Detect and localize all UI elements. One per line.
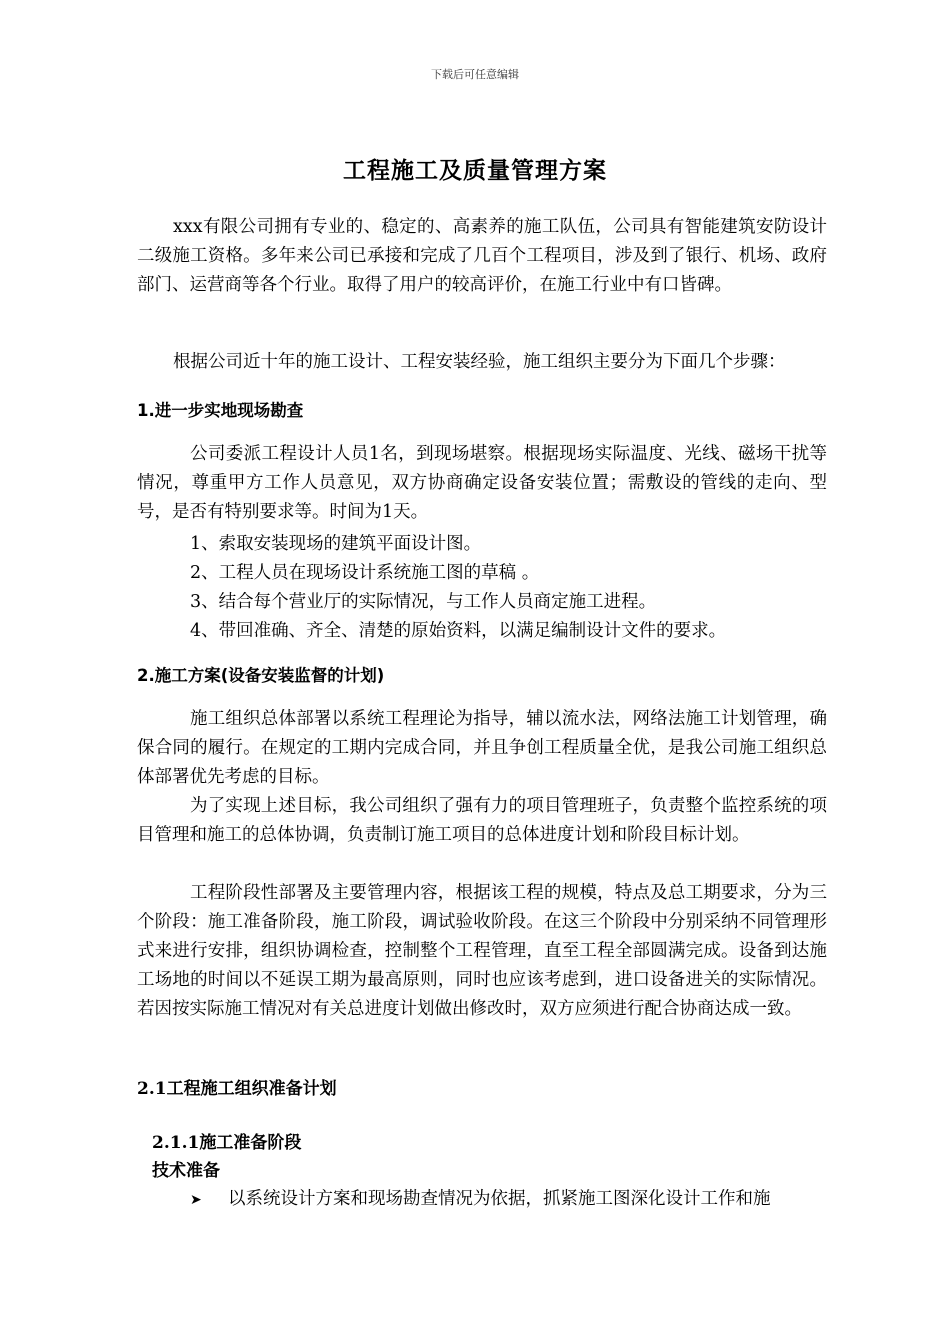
section-1-body: 公司委派工程设计人员1名，到现场堪察。根据现场实际温度、光线、磁场干扰等情况，尊重甲方工作人员意见，双方协商确定设备安装位置；需敷设的管线的走向、型号，是否有特别要求等。时间为1天。 [137, 444, 827, 522]
list-item-4: 4、带回准确、齐全、清楚的原始资料，以满足编制设计文件的要求。 [190, 621, 727, 641]
tech-prep-heading: 技术准备 [152, 1161, 220, 1181]
subsection-2-1-heading: 2.1工程施工组织准备计划 [137, 1079, 337, 1099]
bullet-item-1 [190, 1185, 771, 1210]
list-item-1: 1、索取安装现场的建筑平面设计图。 [190, 534, 482, 554]
page-header-note: 下载后可任意编辑 [431, 68, 519, 81]
section-1-heading: 1.进一步实地现场勘查 [137, 401, 304, 420]
subsection-2-1-1-heading: 2.1.1施工准备阶段 [152, 1133, 302, 1153]
list-item-3: 3、结合每个营业厅的实际情况，与工作人员商定施工进程。 [190, 592, 657, 612]
steps-intro-paragraph: 根据公司近十年的施工设计、工程安装经验，施工组织主要分为下面几个步骤： [173, 352, 786, 372]
arrow-bullet-icon: ➤ [190, 1192, 202, 1208]
intro-paragraph: xxx有限公司拥有专业的、稳定的、高素养的施工队伍，公司具有智能建筑安防设计二级施工资格。多年来公司已承接和完成了几百个工程项目，涉及到了银行、机场、政府部门、运营商等各个行业。取得了用户的较高评价，在施工行业中有口皆碑。 [137, 217, 827, 295]
document-title: 工程施工及质量管理方案 [343, 158, 607, 184]
section-2-paragraph-1: 施工组织总体部署以系统工程理论为指导，辅以流水法，网络法施工计划管理，确保合同的履行。在规定的工期内完成合同，并且争创工程质量全优，是我公司施工组织总体部署优先考虑的目标。 [137, 709, 827, 787]
section-2-paragraph-3: 工程阶段性部署及主要管理内容，根据该工程的规模，特点及总工期要求，分为三个阶段：施工准备阶段，施工阶段，调试验收阶段。在这三个阶段中分别采纳不同管理形式来进行安排，组织协调检查，控制整个工程管理，直至工程全部圆满完成。设备到达施工场地的时间以不延误工期为最高原则，同时也应该考虑到，进口设备进关的实际情况。若因按实际施工情况对有关总进度计划做出修改时，双方应须进行配合协商达成一致。 [137, 883, 827, 1019]
section-2-paragraph-2: 为了实现上述目标，我公司组织了强有力的项目管理班子，负责整个监控系统的项目管理和施工的总体协调，负责制订施工项目的总体进度计划和阶段目标计划。 [137, 796, 827, 845]
section-2-heading: 2.施工方案(设备安装监督的计划) [137, 666, 385, 685]
bullet-item-text: 以系统设计方案和现场勘查情况为依据，抓紧施工图深化设计工作和施 [228, 1189, 771, 1209]
list-item-2: 2、工程人员在现场设计系统施工图的草稿 。 [190, 563, 540, 583]
